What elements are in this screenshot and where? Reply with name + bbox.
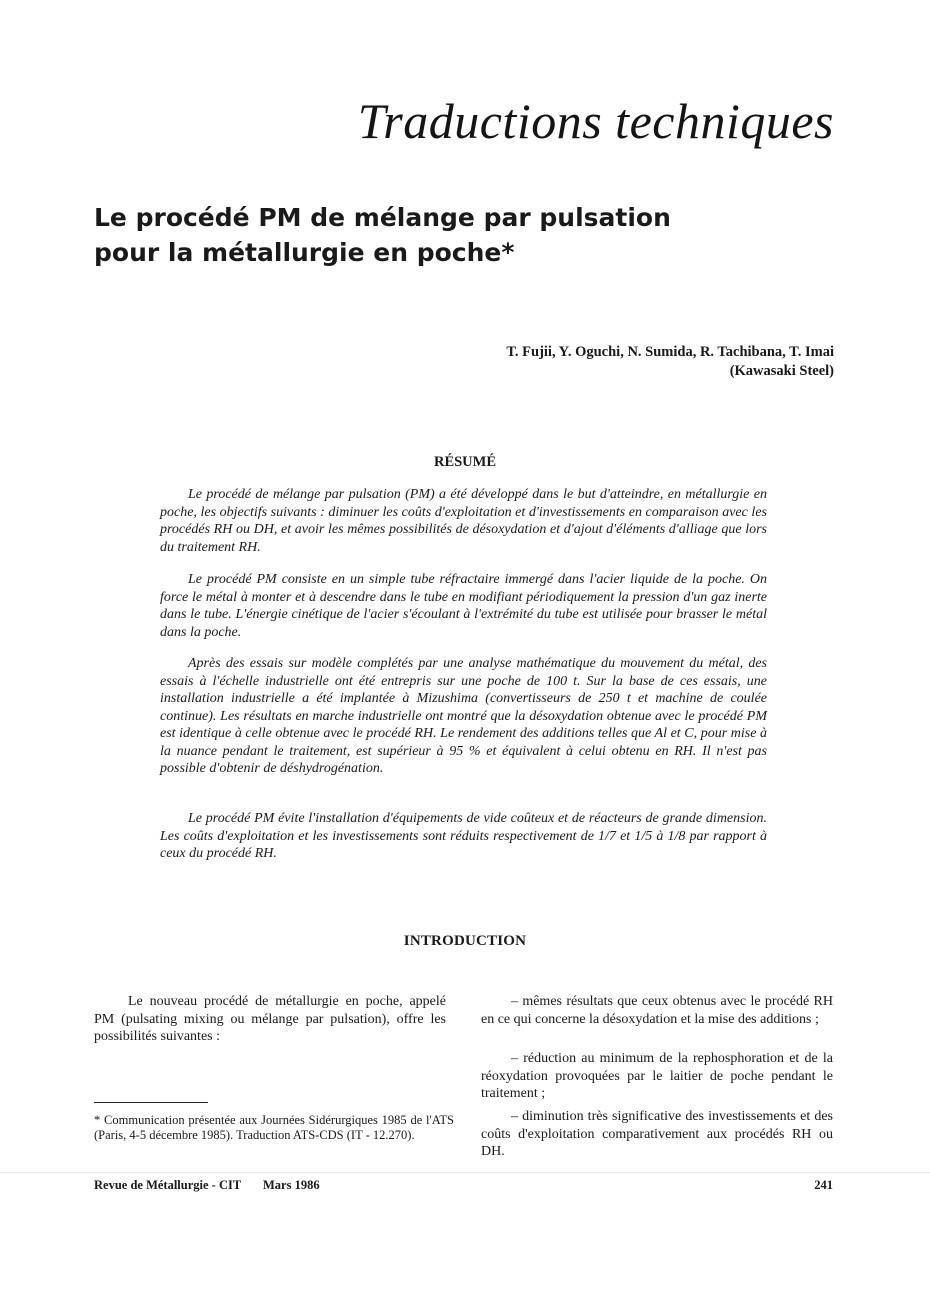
list-item: – mêmes résultats que ceux obtenus avec le procédé RH en ce qui concerne la désoxydation et la mise des additions ; <box>481 994 833 1027</box>
abstract-paragraph: Le procédé PM évite l'installation d'équipements de vide coûteux et de réacteurs de grande dimension. Les coûts d'exploitation et les investissements sont réduits respectivement de 1/7 et 1/5 à 1/8 par rapport à ceux du procédé RH. <box>160 811 767 861</box>
footer-journal-name: Revue de Métallurgie - CIT <box>94 1178 242 1192</box>
abstract-paragraph: Après des essais sur modèle complétés par une analyse mathématique du mouvement du métal, des essais à l'échelle industrielle ont été entrepris sur une poche de 100 t. Sur la base de ces essais, une installation industrielle a été implantée à Mizushima (convertisseurs de 250 t et machine de coulée continue). Les résultats en marche industrielle ont montré que la désoxydation obtenue avec le procédé PM est identique à celle obtenue avec le procédé RH. Le rendement des additions telles que Al et C, pour mise à la nuance pendant le traitement, est supérieur à 95 % et équivalent à celui obtenu en RH. Il n'est pas possible d'obtenir de déshydrogénation. <box>160 656 767 776</box>
section-title: Traductions techniques <box>357 93 834 149</box>
introduction-heading: INTRODUCTION <box>403 933 527 949</box>
page-number: 241 <box>814 1178 833 1192</box>
footnote: * Communication présentée aux Journées Sidérurgiques 1985 de l'ATS (Paris, 4-5 décembre 1985). Traduction ATS-CDS (IT - 12.270). <box>94 1113 454 1142</box>
introduction-paragraph: Le nouveau procédé de métallurgie en poche, appelé PM (pulsating mixing ou mélange par pulsation), offre les possibilités suivantes : <box>94 994 446 1044</box>
footer-divider <box>0 1172 930 1173</box>
list-item: – réduction au minimum de la rephosphoration et de la réoxydation provoquées par le laitier de poche pendant le traitement ; <box>481 1051 833 1101</box>
footer-date: Mars 1986 <box>263 1178 320 1192</box>
list-item: – diminution très significative des investissements et des coûts d'exploitation comparativement aux procédés RH ou DH. <box>481 1109 833 1159</box>
article-title-line-2: pour la métallurgie en poche* <box>94 238 515 267</box>
abstract-paragraph: Le procédé PM consiste en un simple tube réfractaire immergé dans l'acier liquide de la poche. On force le métal à monter et à descendre dans le tube en modifiant périodiquement la pression d'un gaz inerte dans le tube. L'énergie cinétique de l'acier s'écoulant à l'extrémité du tube est utilisée pour brasser le métal dans la poche. <box>160 572 767 640</box>
abstract-paragraph: Le procédé de mélange par pulsation (PM) a été développé dans le but d'atteindre, en métallurgie en poche, les objectifs suivants : diminuer les coûts d'exploitation et d'investissements en comparaison avec les procédés RH ou DH, et avoir les mêmes possibilités de désoxydation et d'ajout d'éléments d'alliage que lors du traitement RH. <box>160 487 767 555</box>
footnote-divider <box>94 1102 208 1103</box>
article-title <box>94 200 814 270</box>
authors: T. Fujii, Y. Oguchi, N. Sumida, R. Tachibana, T. Imai <box>506 344 834 360</box>
abstract-heading: RÉSUMÉ <box>433 454 497 470</box>
article-title-line-1: Le procédé PM de mélange par pulsation <box>94 203 671 232</box>
affiliation: (Kawasaki Steel) <box>729 363 834 379</box>
